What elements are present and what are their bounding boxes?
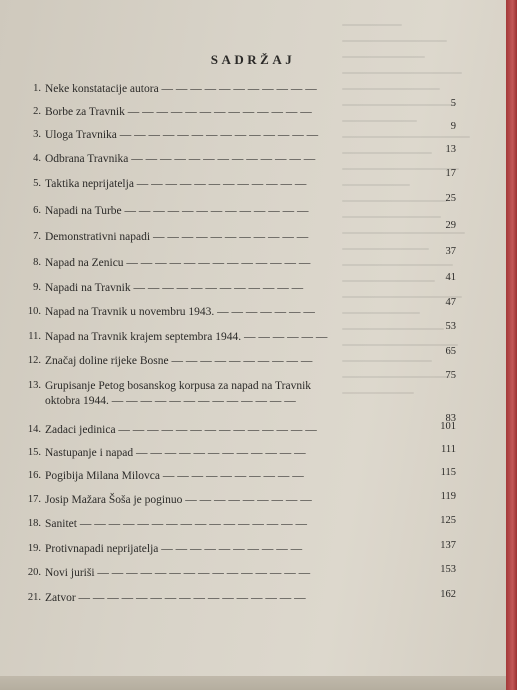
toc-entry-number: 5. (33, 178, 41, 189)
toc-entry-title: Značaj doline rijeke Bosne — — — — — — — — — — (45, 355, 313, 367)
page-title: SADRŽAJ (210, 52, 296, 67)
toc-entry-title-continued: oktobra 1944. — — — — — — — — — — — — — (45, 395, 296, 407)
toc-entry-page-number: 37 (445, 246, 456, 257)
toc-entry-page-number: 115 (440, 467, 456, 478)
toc-entry-title: Nastupanje i napad — — — — — — — — — — — — (45, 447, 306, 459)
toc-entry-title: Neke konstatacije autora — — — — — — — — — — — (45, 83, 317, 95)
toc-entry-page-number: 17 (445, 168, 456, 179)
toc-entry-title: Protivnapadi neprijatelja — — — — — — — — — — (45, 543, 303, 555)
toc-entry-number: 11. (28, 331, 41, 342)
toc-entry-number: 3. (33, 129, 41, 140)
toc-entry-number: 9. (33, 282, 41, 293)
toc-entry-number: 2. (33, 106, 41, 117)
toc-entry-page-number: 125 (440, 515, 456, 526)
toc-entry-title: Napad na Zenicu — — — — — — — — — — — — — (45, 257, 311, 269)
toc-entry-number: 8. (33, 257, 41, 268)
toc-entry-title: Demonstrativni napadi — — — — — — — — — — — (45, 231, 309, 243)
toc-entry-title: Novi juriši — — — — — — — — — — — — — — — (45, 567, 311, 579)
toc-entry-number: 12. (27, 355, 41, 366)
toc-entry-number: 17. (27, 494, 41, 505)
toc-entry-title: Zatvor — — — — — — — — — — — — — — — — (45, 592, 306, 604)
page-bottom-edge (0, 676, 506, 690)
toc-entry-number: 15. (27, 447, 41, 458)
toc-entry-title: Josip Mažara Šoša je poginuo — — — — — — — — — (45, 494, 312, 506)
toc-entry-number: 14. (27, 424, 41, 435)
toc-entry-page-number: 29 (445, 220, 456, 231)
toc-entry-number: 18. (27, 518, 41, 529)
toc-entry-page-number: 65 (445, 346, 456, 357)
toc-entry-page-number: 47 (445, 297, 456, 308)
toc-entry-number: 1. (33, 83, 41, 94)
toc-entry-title: Napad na Travnik krajem septembra 1944. — — — — — — (45, 331, 328, 343)
book-cover-edge (506, 0, 517, 690)
toc-entry-page-number: 111 (441, 444, 456, 455)
toc-entry-page-number: 9 (450, 121, 456, 132)
toc-entry-page-number: 153 (440, 564, 456, 575)
bleed-through-text (342, 10, 492, 430)
toc-entry-page-number: 119 (440, 491, 456, 502)
toc-entry-number: 13. (27, 380, 41, 391)
toc-entry-page-number: 83 (445, 413, 456, 424)
toc-entry-title: Zadaci jedinica — — — — — — — — — — — — — — (45, 424, 317, 436)
toc-entry-title: Grupisanje Petog bosanskog korpusa za napad na Travnik (45, 380, 312, 392)
toc-entry-number: 7. (33, 231, 41, 242)
toc-entry-page-number: 25 (445, 193, 456, 204)
toc-entry-page-number: 53 (445, 321, 456, 332)
toc-entry-number: 4. (33, 153, 41, 164)
toc-entry-page-number: 75 (445, 370, 456, 381)
toc-entry-number: 21. (27, 592, 41, 603)
toc-entry-number: 6. (33, 205, 41, 216)
toc-entry-title: Pogibija Milana Milovca — — — — — — — — — — (45, 470, 304, 482)
toc-entry-number: 20. (27, 567, 41, 578)
toc-entry-page-number: 101 (440, 421, 456, 432)
toc-entry-number: 10. (27, 306, 41, 317)
toc-entry-title: Napad na Travnik u novembru 1943. — — — — — — — (45, 306, 315, 318)
toc-entry-page-number: 13 (445, 144, 456, 155)
toc-entry-title: Borbe za Travnik — — — — — — — — — — — — — (45, 106, 312, 118)
toc-entry-page-number: 5 (450, 98, 456, 109)
toc-entry-title: Napadi na Turbe — — — — — — — — — — — — — (45, 205, 309, 217)
toc-entry-page-number: 137 (440, 540, 456, 551)
toc-entry-title: Odbrana Travnika — — — — — — — — — — — — — (45, 153, 316, 165)
toc-entry-page-number: 162 (440, 589, 456, 600)
toc-entry-title: Sanitet — — — — — — — — — — — — — — — — (45, 518, 307, 530)
toc-entry-number: 16. (27, 470, 41, 481)
toc-entry-title: Napadi na Travnik — — — — — — — — — — — — (45, 282, 304, 294)
toc-entry-page-number: 41 (445, 272, 456, 283)
toc-entry-number: 19. (27, 543, 41, 554)
toc-entry-title: Taktika neprijatelja — — — — — — — — — — — — (45, 178, 307, 190)
toc-entry-title: Uloga Travnika — — — — — — — — — — — — — — (45, 129, 319, 141)
